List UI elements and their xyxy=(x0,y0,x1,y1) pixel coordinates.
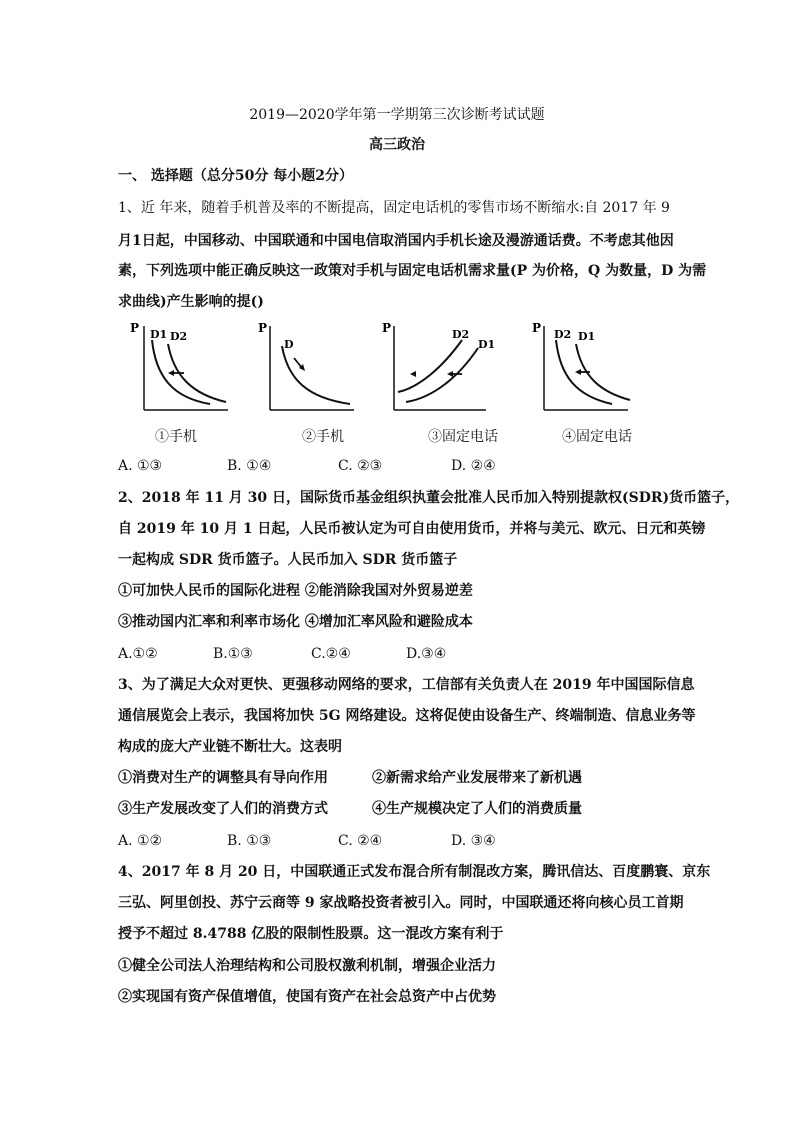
q3-option-a[interactable]: A. ①② xyxy=(118,833,163,849)
q1-caption-2: ②手机 xyxy=(302,429,344,445)
q1-option-a[interactable]: A. ①③ xyxy=(118,458,163,474)
q1-line-1: 1、近 年来，随着手机普及率的不断提高，固定电话机的零售市场不断缩水:自 2017 年 9 xyxy=(118,200,670,216)
q1-graph-4 xyxy=(532,318,642,418)
q3-option-b[interactable]: B. ①③ xyxy=(227,833,272,849)
q1-line-2: 月1日起，中国移动、中国联通和中国电信取消国内手机长途及漫游通话费。不考虑其他因 xyxy=(118,233,674,249)
q1-graph-2 xyxy=(258,318,368,418)
section-heading: 一、 选择题（总分50分 每小题2分） xyxy=(118,168,353,184)
q1-graph-4-label-b: D1 xyxy=(578,330,596,343)
q3-option-c[interactable]: C. ②④ xyxy=(338,833,383,849)
q3-item-4: ④生产规模决定了人们的消费质量 xyxy=(372,801,582,817)
q4-line-1: 4、2017 年 8 月 20 日，中国联通正式发布混合所有制混改方案，腾讯信达、百度鹏寰、京东 xyxy=(118,864,711,880)
q3-option-d[interactable]: D. ③④ xyxy=(451,833,496,849)
q2-line-3: 一起构成 SDR 货币篮子。人民币加入 SDR 货币篮子 xyxy=(118,552,458,568)
q3-item-1: ①消费对生产的调整具有导向作用 xyxy=(118,770,328,786)
q1-caption-3: ③固定电话 xyxy=(428,429,498,445)
q3-line-1: 3、为了满足大众对更快、更强移动网络的要求，工信部有关负责人在 2019 年中国国际信息 xyxy=(118,677,695,693)
q2-option-a[interactable]: A.①② xyxy=(118,646,158,662)
q4-line-3: 授予不超过 8.4788 亿股的限制性股票。这一混改方案有利于 xyxy=(118,926,504,942)
q2-line-1: 2、2018 年 11 月 30 日，国际货币基金组织执董会批准人民币加入特别提款权(SDR)货币篮子， xyxy=(118,490,740,506)
q1-caption-4: ④固定电话 xyxy=(562,429,632,445)
q4-item-1: ①健全公司法人治理结构和公司股权激利机制，增强企业活力 xyxy=(118,958,496,974)
q1-option-c[interactable]: C. ②③ xyxy=(338,458,383,474)
exam-subject: 高三政治 xyxy=(369,137,425,153)
q4-line-2: 三弘、阿里创投、苏宁云商等 9 家战略投资者被引入。同时，中国联通还将向核心员工首期 xyxy=(118,895,684,911)
q2-option-c[interactable]: C.②④ xyxy=(311,646,351,662)
q1-option-b[interactable]: B. ①④ xyxy=(227,458,272,474)
q1-option-d[interactable]: D. ②④ xyxy=(451,458,496,474)
q1-line-3: 素，下列选项中能正确反映这一政策对手机与固定电话机需求量(P 为价格，Q 为数量，D 为需 xyxy=(118,263,707,279)
q1-graph-4-label-a: D2 xyxy=(554,328,572,341)
q1-graph-2-label: D xyxy=(284,338,294,351)
q1-line-4: 求曲线)产生影响的提() xyxy=(118,294,264,310)
q1-graph-3 xyxy=(382,318,496,418)
exam-title: 2019—2020学年第一学期第三次诊断考试试题 xyxy=(249,107,545,123)
q1-graph-1-p: P xyxy=(130,321,140,335)
q3-item-3: ③生产发展改变了人们的消费方式 xyxy=(118,801,328,817)
q1-graph-4-p: P xyxy=(532,321,542,335)
q3-line-2: 通信展览会上表示，我国将加快 5G 网络建设。这将促使由设备生产、终端制造、信息业务等 xyxy=(118,708,696,724)
q2-line-2: 自 2019 年 10 月 1 日起，人民币被认定为可自由使用货币，并将与美元、欧元、日元和英镑 xyxy=(118,521,706,537)
q1-graph-2-p: P xyxy=(258,321,268,335)
q2-option-d[interactable]: D.③④ xyxy=(406,646,447,662)
q2-item-1: ①可加快人民币的国际化进程 ②能消除我国对外贸易逆差 xyxy=(118,583,473,599)
q1-graph-3-p: P xyxy=(382,321,392,335)
q1-caption-1: ①手机 xyxy=(155,429,197,445)
q1-graph-3-label-b: D1 xyxy=(478,338,496,351)
q3-line-3: 构成的庞大产业链不断壮大。这表明 xyxy=(118,739,342,755)
q1-graph-3-label-a: D2 xyxy=(452,328,470,341)
q2-option-b[interactable]: B.①③ xyxy=(213,646,253,662)
q3-item-2: ②新需求给产业发展带来了新机遇 xyxy=(372,770,582,786)
q1-graph-1-label-a: D1 xyxy=(150,328,168,341)
q1-graph-1-label-b: D2 xyxy=(170,330,188,343)
q2-item-2: ③推动国内汇率和利率市场化 ④增加汇率风险和避险成本 xyxy=(118,614,473,630)
q1-graph-1 xyxy=(128,318,238,418)
q4-item-2: ②实现国有资产保值增值，使国有资产在社会总资产中占优势 xyxy=(118,989,496,1005)
